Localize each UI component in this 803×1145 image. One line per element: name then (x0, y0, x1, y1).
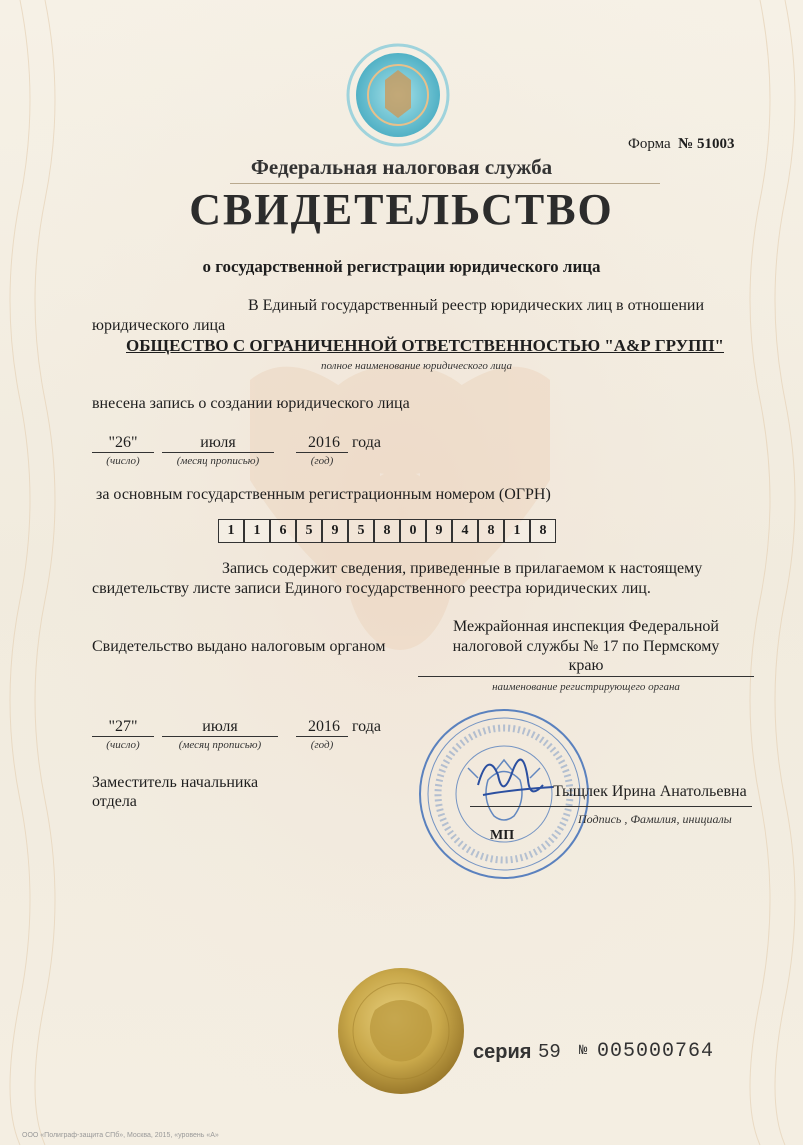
ogrn-digit: 8 (478, 519, 504, 543)
entry-day-line (92, 452, 154, 453)
entry-day-caption: (число) (106, 455, 140, 467)
entry-year: 2016 (308, 434, 340, 451)
serial-number: 005000764 (597, 1040, 715, 1063)
registry-intro-line1: В Единый государственный реестр юридических лиц в отношении (248, 297, 705, 314)
issuer-name-line2: налоговой службы № 17 по Пермскому (452, 638, 720, 655)
gold-hologram-seal (338, 968, 464, 1094)
signatory-caption: Подпись , Фамилия, инициалы (578, 812, 732, 826)
ogrn-digit: 4 (452, 519, 478, 543)
issue-month: июля (202, 718, 238, 735)
issue-year-line (296, 736, 348, 737)
signatory-position-line1: Заместитель начальника (92, 774, 259, 791)
issue-day-caption: (число) (106, 739, 140, 751)
issuer-label: Свидетельство выдано налоговым органом (92, 638, 386, 655)
emblem-icon (348, 45, 448, 145)
ogrn-digit: 9 (322, 519, 348, 543)
company-name: ОБЩЕСТВО С ОГРАНИЧЕННОЙ ОТВЕТСТВЕННОСТЬЮ "А&Р ГРУПП" (126, 336, 724, 355)
issue-month-line (162, 736, 278, 737)
ogrn-digit: 6 (270, 519, 296, 543)
issue-year: 2016 (308, 718, 340, 735)
issue-year-suffix: года (352, 718, 381, 735)
page-title: СВИДЕТЕЛЬСТВО (189, 185, 614, 234)
agency-name: Федеральная налоговая служба (250, 155, 553, 179)
issue-month-caption: (месяц прописью) (178, 739, 262, 751)
ogrn-digit: 8 (530, 519, 556, 543)
issuer-line (418, 676, 754, 677)
entry-text: внесена запись о создании юридического лица (92, 395, 410, 412)
ogrn-digit: 8 (374, 519, 400, 543)
ogrn-digit: 1 (244, 519, 270, 543)
ogrn-digit: 1 (218, 519, 244, 543)
company-caption: полное наименование юридического лица (320, 360, 513, 372)
attachment-line1: Запись содержит сведения, приведенные в прилагаемом к настоящему (222, 560, 703, 577)
entry-day: "26" (108, 434, 138, 451)
entry-month-line (162, 452, 274, 453)
form-number (628, 136, 735, 153)
entry-year-caption: (год) (310, 455, 334, 467)
signature-scribble (468, 745, 558, 815)
series-label: серия (473, 1041, 532, 1063)
registry-intro-line2: юридического лица (92, 317, 226, 334)
form-number-value: № 51003 (678, 136, 735, 152)
ogrn-digit: 5 (348, 519, 374, 543)
entry-year-line (296, 452, 348, 453)
issue-day: "27" (108, 718, 138, 735)
ogrn-digit: 5 (296, 519, 322, 543)
ogrn-digit: 0 (400, 519, 426, 543)
attachment-line2: свидетельству листе записи Единого государственного реестра юридических лиц. (92, 580, 651, 597)
issuer-name-line1: Межрайонная инспекция Федеральной (453, 618, 719, 635)
series-value: 59 (538, 1041, 561, 1063)
ogrn-digit: 9 (426, 519, 452, 543)
entry-month-caption: (месяц прописью) (176, 455, 260, 467)
signatory-position-line2: отдела (92, 793, 137, 810)
entry-year-suffix: года (352, 434, 381, 451)
form-label: Форма (628, 136, 671, 152)
issue-day-line (92, 736, 154, 737)
ogrn-label: за основным государственным регистрационным номером (ОГРН) (96, 486, 551, 503)
signatory-name: Тыщлек Ирина Анатольевна (553, 783, 747, 800)
printer-footer: ООО «Полиграф-защита СПб», Москва, 2015, «уровень «А» (22, 1132, 219, 1139)
page-subtitle: о государственной регистрации юридического лица (202, 257, 601, 276)
entry-month: июля (200, 434, 236, 451)
signature-line (470, 806, 752, 807)
stamp-mark: МП (490, 828, 515, 843)
number-sign: № (579, 1043, 588, 1059)
issue-year-caption: (год) (310, 739, 334, 751)
ogrn-digit: 1 (504, 519, 530, 543)
issuer-caption: наименование регистрирующего органа (492, 681, 680, 693)
issuer-name-line3: краю (568, 657, 604, 674)
